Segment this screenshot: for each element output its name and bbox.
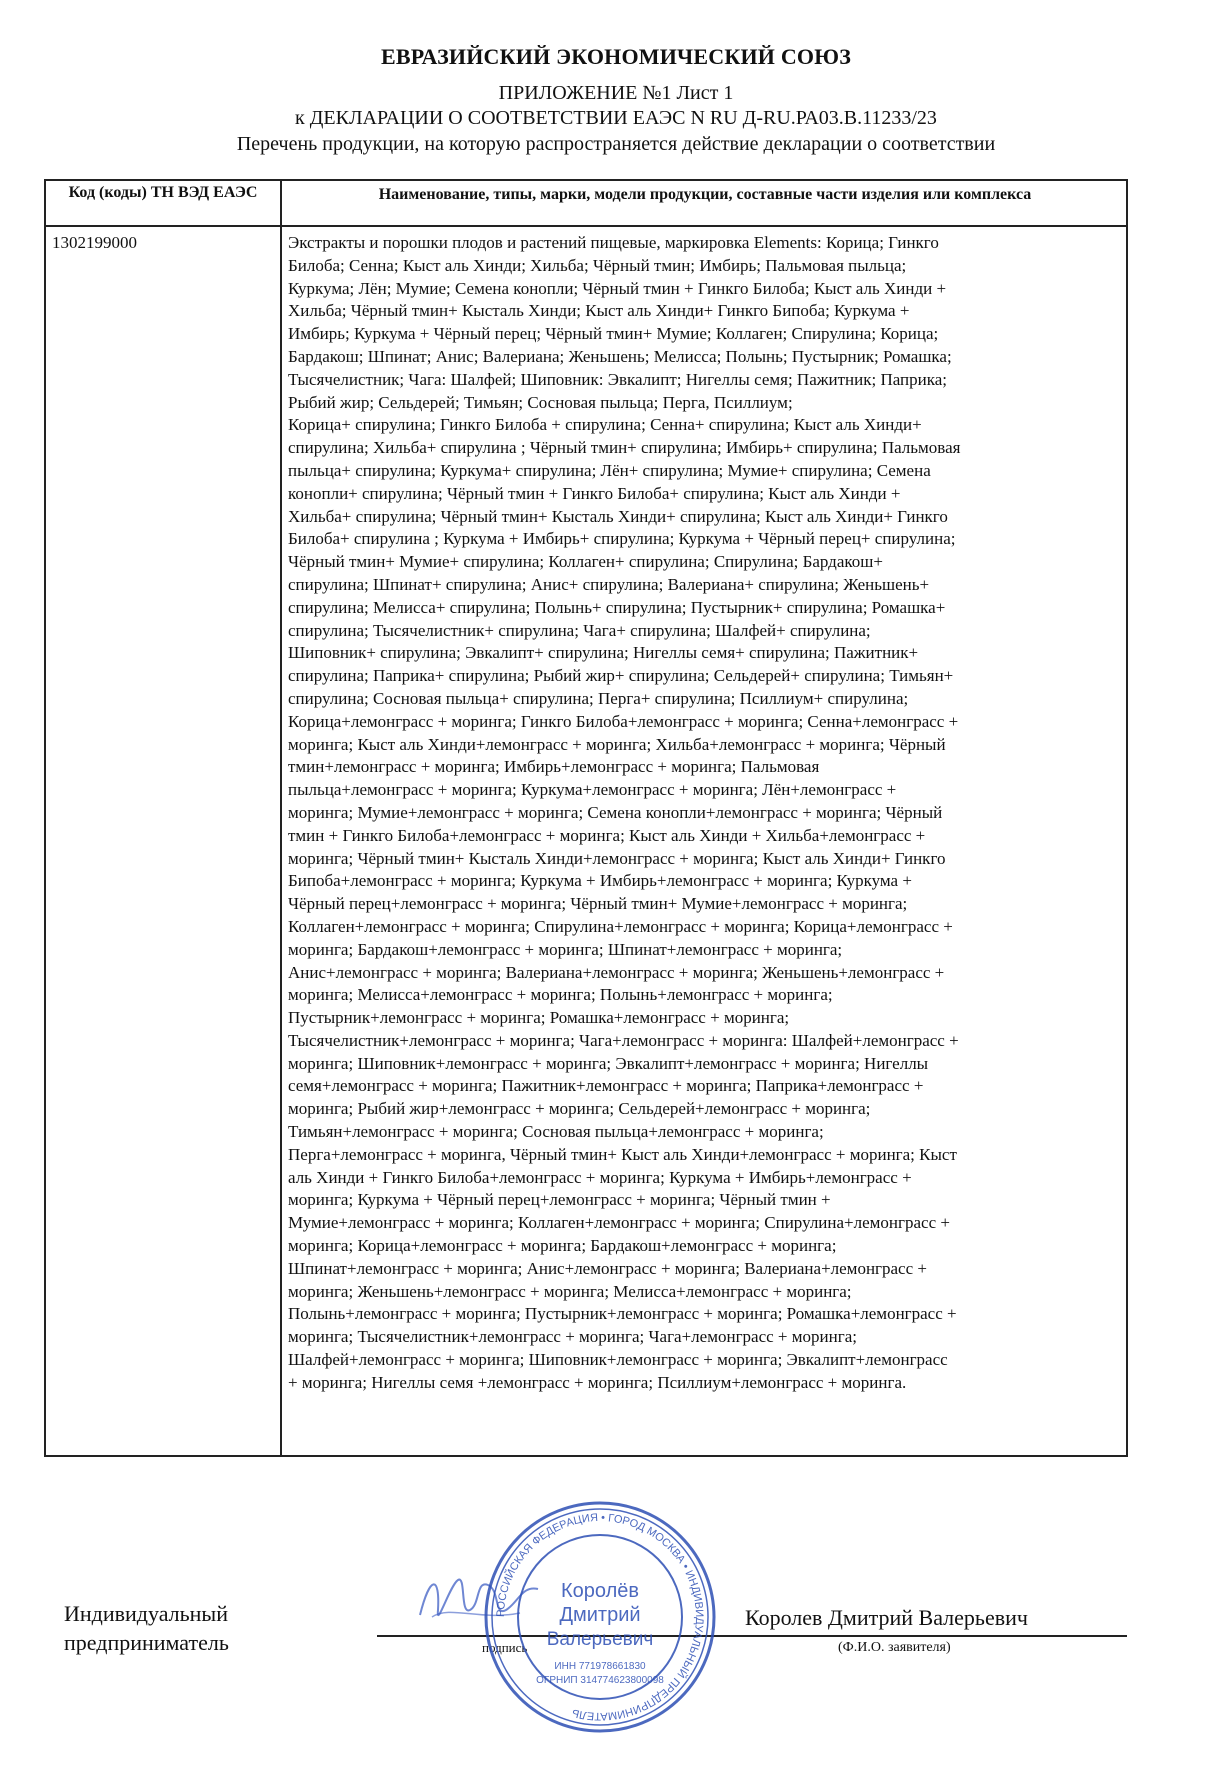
product-list-subtitle: Перечень продукции, на которую распространяется действие декларации о соответствии (236, 133, 996, 155)
code-column-header: Код (коды) ТН ВЭД ЕАЭС (68, 184, 258, 201)
stamp-name-line-3: Валерьевич (546, 1629, 654, 1650)
tn-ved-code: 1302199000 (52, 233, 137, 252)
header-divider (46, 225, 1126, 227)
column-divider (280, 181, 282, 1455)
stamp-name-line-1: Королёв (561, 1580, 639, 1602)
stamp-inn: ИНН 771978661830 (554, 1661, 646, 1672)
role-line-2: предприниматель (64, 1630, 229, 1655)
product-table (44, 179, 1128, 1457)
role-line-1: Индивидуальный (64, 1601, 228, 1626)
declaration-number: к ДЕКЛАРАЦИИ О СООТВЕТСТВИИ ЕАЭС N RU Д-RU.РА03.В.11233/23 (295, 107, 937, 129)
product-description: Экстракты и порошки плодов и растений пищевые, маркировка Elements: Корица; Гинкго Билоба; Сенна; Кыст аль Хинди; Хильба; Чёрный тмин; Имбирь; Пальмовая пыльца; Куркума; Лён; Мумие; Семена конопли; Чёрный тмин + Гинкго Билоба; Кыст аль Хинди + Хильба; Чёрный тмин+ Кысталь Хинди; Кыст аль Хинди+ Гинкго Бипоба; Куркума + Имбирь; Куркума + Чёрный перец; Чёрный тмин+ Мумие; Коллаген; Спирулина; Корица; Бардакош; Шпинат; Анис; Валериана; Женьшень; Мелисса; Полынь; Пустырник; Ромашка; Тысячелистник; Чага: Шалфей; Шиповник: Эвкалипт; Нигеллы семя; Пажитник; Паприка; Рыбий жир; Сельдерей; Тимьян; Сосновая пыльца; Перга, Псиллиум; Корица+ спирулина; Гинкго Билоба + спирулина; Сенна+ спирулина; Кыст аль Хинди+ спирулина; Хильба+ спирулина ; Чёрный тмин+ спирулина; Имбирь+ спирулина; Пальмовая пыльца+ спирулина; Куркума+ спирулина; Лён+ спирулина; Мумие+ спирулина; Семена конопли+ спирулина; Чёрный тмин + Гинкго Билоба+ спирулина; Кыст аль Хинди + Хильба+ спирулина; Чёрный тмин+ Кысталь Хинди+ спирулина; Кыст аль Хинди+ Гинкго Билоба+ спирулина ; Куркума + Имбирь+ спирулина; Куркума + Чёрный перец+ спирулина; Чёрный тмин+ Мумие+ спирулина; Коллаген+ спирулина; Спирулина; Бардакош+ спирулина; Шпинат+ спирулина; Анис+ спирулина; Валериана+ спирулина; Женьшень+ спирулина; Мелисса+ спирулина; Полынь+ спирулина; Пустырник+ спирулина; Ромашка+ спирулина; Тысячелистник+ спирулина; Чага+ спирулина; Шалфей+ спирулина; Шиповник+ спирулина; Эвкалипт+ спирулина; Нигеллы семя+ спирулина; Пажитник+ спирулина; Паприка+ спирулина; Рыбий жир+ спирулина; Сельдерей+ спирулина; Тимьян+ спирулина; Сосновая пыльца+ спирулина; Перга+ спирулина; Псиллиум+ спирулина; Корица+лемонграсс + моринга; Гинкго Билоба+лемонграсс + моринга; Сенна+лемонграсс + моринга; Кыст аль Хинди+лемонграсс + моринга; Хильба+лемонграсс + моринга; Чёрный тмин+лемонграсс + моринга; Имбирь+лемонграсс + моринга; Пальмовая пыльца+лемонграсс + моринга; Куркума+лемонграсс + моринга; Лён+лемонграсс + моринга; Мумие+лемонграсс + моринга; Семена конопли+лемонграсс + моринга; Чёрный тмин + Гинкго Билоба+лемонграсс + моринга; Кыст аль Хинди + Хильба+лемонграсс + моринга; Чёрный тмин+ Кысталь Хинди+лемонграсс + моринга; Кыст аль Хинди+ Гинкго Бипоба+лемонграсс + моринга; Куркума + Имбирь+лемонграсс + моринга; Куркума + Чёрный перец+лемонграсс + моринга; Чёрный тмин+ Мумие+лемонграсс + моринга; Коллаген+лемонграсс + моринга; Спирулина+лемонграсс + моринга; Корица+лемонграсс + моринга; Бардакош+лемонграсс + моринга; Шпинат+лемонграсс + моринга; Анис+лемонграсс + моринга; Валериана+лемонграсс + моринга; Женьшень+лемонграсс + моринга; Мелисса+лемонграсс + моринга; Полынь+лемонграсс + моринга; Пустырник+лемонграсс + моринга; Ромашка+лемонграсс + моринга; Тысячелистник+лемонграсс + моринга; Чага+лемонграсс + моринга: Шалфей+лемонграсс + моринга; Шиповник+лемонграсс + моринга; Эвкалипт+лемонграсс + моринга; Нигеллы семя+лемонграсс + моринга; Пажитник+лемонграсс + моринга; Паприка+лемонграсс + моринга; Рыбий жир+лемонграсс + моринга; Сельдерей+лемонграсс + моринга; Тимьян+лемонграсс + моринга; Сосновая пыльца+лемонграсс + моринга; Перга+лемонграсс + моринга, Чёрный тмин+ Кыст аль Хинди+лемонграсс + моринга; Кыст аль Хинди + Гинкго Билоба+лемонграсс + моринга; Куркума + Имбирь+лемонграсс + моринга; Куркума + Чёрный перец+лемонграсс + моринга; Чёрный тмин + Мумие+лемонграсс + моринга; Коллаген+лемонграсс + моринга; Спирулина+лемонграсс + моринга; Корица+лемонграсс + моринга; Бардакош+лемонграсс + моринга; Шпинат+лемонграсс + моринга; Анис+лемонграсс + моринга; Валериана+лемонграсс + моринга; Женьшень+лемонграсс + моринга; Мелисса+лемонграсс + моринга; Полынь+лемонграсс + моринга; Пустырник+лемонграсс + моринга; Ромашка+лемонграсс + моринга; Тысячелистник+лемонграсс + моринга; Чага+лемонграсс + моринга; Шалфей+лемонграсс + моринга; Шиповник+лемонграсс + моринга; Эвкалипт+лемонграсс + моринга; Нигеллы семя +лемонграсс + моринга; Псиллиум+лемонграсс + моринга. (288, 233, 961, 1392)
applicant-role (64, 1599, 229, 1657)
stamp-ogrnip: ОГРНИП 314774623800098 (536, 1675, 664, 1686)
applicant-name: Королев Дмитрий Валерьевич (745, 1605, 1028, 1630)
appendix-title: ПРИЛОЖЕНИЕ №1 Лист 1 (498, 82, 734, 104)
stamp-ring-text: РОССИЙСКАЯ ФЕДЕРАЦИЯ • ГОРОД МОСКВА • ИНДИВИДУАЛЬНЫЙ ПРЕДПРИНИМАТЕЛЬ (494, 1511, 706, 1723)
signature-caption: подпись (482, 1640, 528, 1655)
applicant-caption: (Ф.И.О. заявителя) (838, 1640, 951, 1655)
name-column-header: Наименование, типы, марки, модели продукции, составные части изделия или комплекса (378, 186, 1032, 203)
union-title: ЕВРАЗИЙСКИЙ ЭКОНОМИЧЕСКИЙ СОЮЗ (380, 44, 852, 69)
official-stamp (480, 1497, 720, 1737)
stamp-name-line-2: Дмитрий (559, 1604, 641, 1626)
